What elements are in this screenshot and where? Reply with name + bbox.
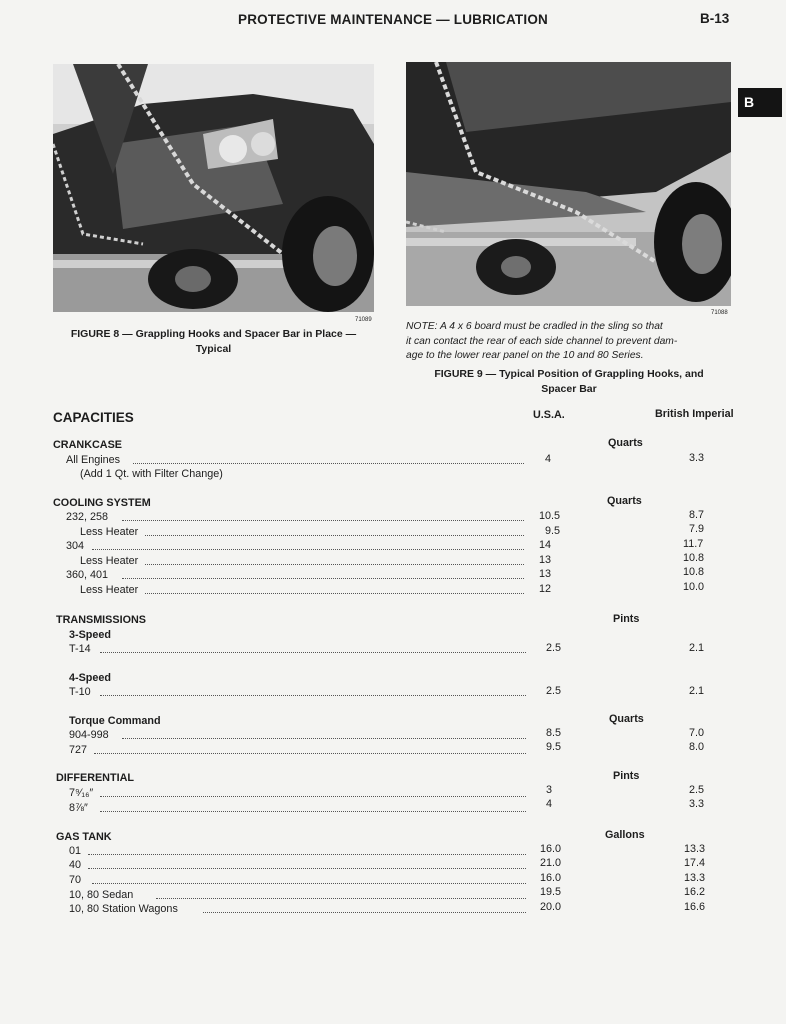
leader-dots	[88, 853, 526, 855]
torque-row-imperial: 8.0	[689, 741, 705, 753]
figure9-note-line1: NOTE: A 4 x 6 board must be cradled in the sling so that	[406, 321, 663, 332]
leader-dots	[145, 563, 524, 565]
differential-row-usa: 4	[546, 798, 553, 810]
gas-tank-row-usa: 21.0	[540, 857, 562, 869]
figure9-caption-line2: Spacer Bar	[541, 383, 597, 395]
figure8-caption-line2: Typical	[195, 343, 232, 355]
leader-dots	[100, 810, 526, 812]
cooling-row-label: Less Heater	[80, 584, 139, 596]
leader-dots	[92, 548, 524, 550]
cooling-row-usa: 13	[539, 568, 552, 580]
differential-row-imperial: 3.3	[689, 798, 705, 810]
cooling-heading: COOLING SYSTEM	[53, 497, 151, 509]
leader-dots	[100, 651, 526, 653]
cooling-unit: Quarts	[607, 495, 642, 507]
gas-tank-row-label: 10, 80 Station Wagons	[69, 903, 178, 915]
gas-tank-row-imperial: 13.3	[684, 872, 706, 884]
gas-tank-row-imperial: 16.6	[684, 901, 706, 913]
gas-tank-row-usa: 20.0	[540, 901, 562, 913]
cooling-row-imperial: 10.0	[683, 581, 705, 593]
differential-row-imperial: 2.5	[689, 784, 705, 796]
gas-tank-row-imperial: 17.4	[684, 857, 706, 869]
leader-dots	[94, 752, 526, 754]
cooling-row-usa: 9.5	[545, 525, 561, 537]
cooling-row-label: Less Heater	[80, 526, 139, 538]
page-number: B-13	[700, 11, 730, 26]
cooling-row-imperial: 7.9	[689, 523, 705, 535]
page-header-title: PROTECTIVE MAINTENANCE — LUBRICATION	[238, 12, 548, 27]
differential-row-usa: 3	[546, 784, 553, 796]
leader-dots	[145, 592, 524, 594]
figure9-note-line2: it can contact the rear of each side channel to prevent dam-	[406, 335, 678, 347]
torque-command-unit: Quarts	[609, 713, 644, 725]
figure8-caption	[53, 327, 374, 357]
transmissions-heading: TRANSMISSIONS	[56, 614, 146, 626]
figure9-photo	[406, 62, 731, 306]
gas-tank-row-imperial: 16.2	[684, 886, 706, 898]
leader-dots	[122, 737, 526, 739]
cooling-row-usa: 12	[539, 583, 552, 595]
capacities-title: CAPACITIES	[53, 410, 134, 425]
crankcase-heading: CRANKCASE	[53, 439, 122, 451]
three-speed-subheading: 3-Speed	[69, 629, 112, 641]
leader-dots	[122, 577, 524, 579]
torque-row-usa: 8.5	[546, 727, 562, 739]
leader-dots	[100, 694, 526, 696]
leader-dots	[145, 534, 524, 536]
column-imperial-header: British Imperial	[655, 408, 734, 420]
cooling-row-label: 360, 401	[66, 569, 109, 581]
cooling-row-usa: 13	[539, 554, 552, 566]
leader-dots	[203, 911, 526, 913]
torque-row-label: 727	[69, 744, 88, 756]
gas-tank-heading: GAS TANK	[56, 831, 112, 843]
cooling-row-imperial: 10.8	[683, 552, 705, 564]
figure8-photo-number: 71089	[355, 317, 372, 323]
cooling-row-label: 304	[66, 540, 85, 552]
gas-tank-row-label: 70	[69, 874, 82, 886]
crankcase-note: (Add 1 Qt. with Filter Change)	[80, 468, 223, 480]
cooling-row-usa: 10.5	[539, 510, 561, 522]
crankcase-imperial: 3.3	[689, 452, 705, 464]
differential-heading: DIFFERENTIAL	[56, 772, 134, 784]
gas-tank-row-usa: 16.0	[540, 872, 562, 884]
transmissions-unit: Pints	[613, 613, 640, 625]
leader-dots	[122, 519, 524, 521]
gas-tank-row-label: 10, 80 Sedan	[69, 889, 134, 901]
figure9-photo-number: 71088	[711, 310, 728, 316]
column-usa-header: U.S.A.	[533, 409, 565, 421]
cooling-row-imperial: 8.7	[689, 509, 705, 521]
four-speed-usa: 2.5	[546, 685, 562, 697]
leader-dots	[88, 867, 526, 869]
torque-row-label: 904-998	[69, 729, 109, 741]
cooling-row-imperial: 10.8	[683, 566, 705, 578]
leader-dots	[92, 882, 526, 884]
gas-tank-row-usa: 16.0	[540, 843, 562, 855]
torque-command-subheading: Torque Command	[69, 715, 161, 727]
differential-unit: Pints	[613, 770, 640, 782]
leader-dots	[133, 462, 524, 464]
gas-tank-row-imperial: 13.3	[684, 843, 706, 855]
differential-row-label: 7⁹⁄₁₆″	[69, 787, 94, 799]
figure9-caption	[406, 367, 732, 397]
torque-row-imperial: 7.0	[689, 727, 705, 739]
cooling-row-usa: 14	[539, 539, 552, 551]
crankcase-label: All Engines	[66, 454, 121, 466]
gas-tank-unit: Gallons	[605, 829, 645, 841]
four-speed-label: T-10	[69, 686, 91, 698]
leader-dots	[156, 897, 526, 899]
crankcase-unit: Quarts	[608, 437, 643, 449]
cooling-row-label: Less Heater	[80, 555, 139, 567]
figure9-note	[406, 320, 732, 364]
differential-row-label: 8⅞″	[69, 802, 88, 814]
four-speed-imperial: 2.1	[689, 685, 705, 697]
three-speed-usa: 2.5	[546, 642, 562, 654]
leader-dots	[100, 795, 526, 797]
cooling-row-label: 232, 258	[66, 511, 109, 523]
gas-tank-row-label: 01	[69, 845, 82, 857]
figure9-caption-line1: FIGURE 9 — Typical Position of Grappling Hooks, and	[434, 368, 704, 380]
four-speed-subheading: 4-Speed	[69, 672, 112, 684]
three-speed-imperial: 2.1	[689, 642, 705, 654]
three-speed-label: T-14	[69, 643, 91, 655]
torque-row-usa: 9.5	[546, 741, 562, 753]
gas-tank-row-usa: 19.5	[540, 886, 562, 898]
cooling-row-imperial: 11.7	[683, 538, 704, 550]
crankcase-usa: 4	[545, 453, 552, 465]
section-tab: B	[738, 88, 782, 117]
figure9-note-line3: age to the lower rear panel on the 10 and 80 Series.	[406, 350, 644, 361]
figure8-caption-line1: FIGURE 8 — Grappling Hooks and Spacer Bar in Place —	[70, 328, 357, 340]
figure8-photo	[53, 64, 374, 312]
gas-tank-row-label: 40	[69, 859, 82, 871]
